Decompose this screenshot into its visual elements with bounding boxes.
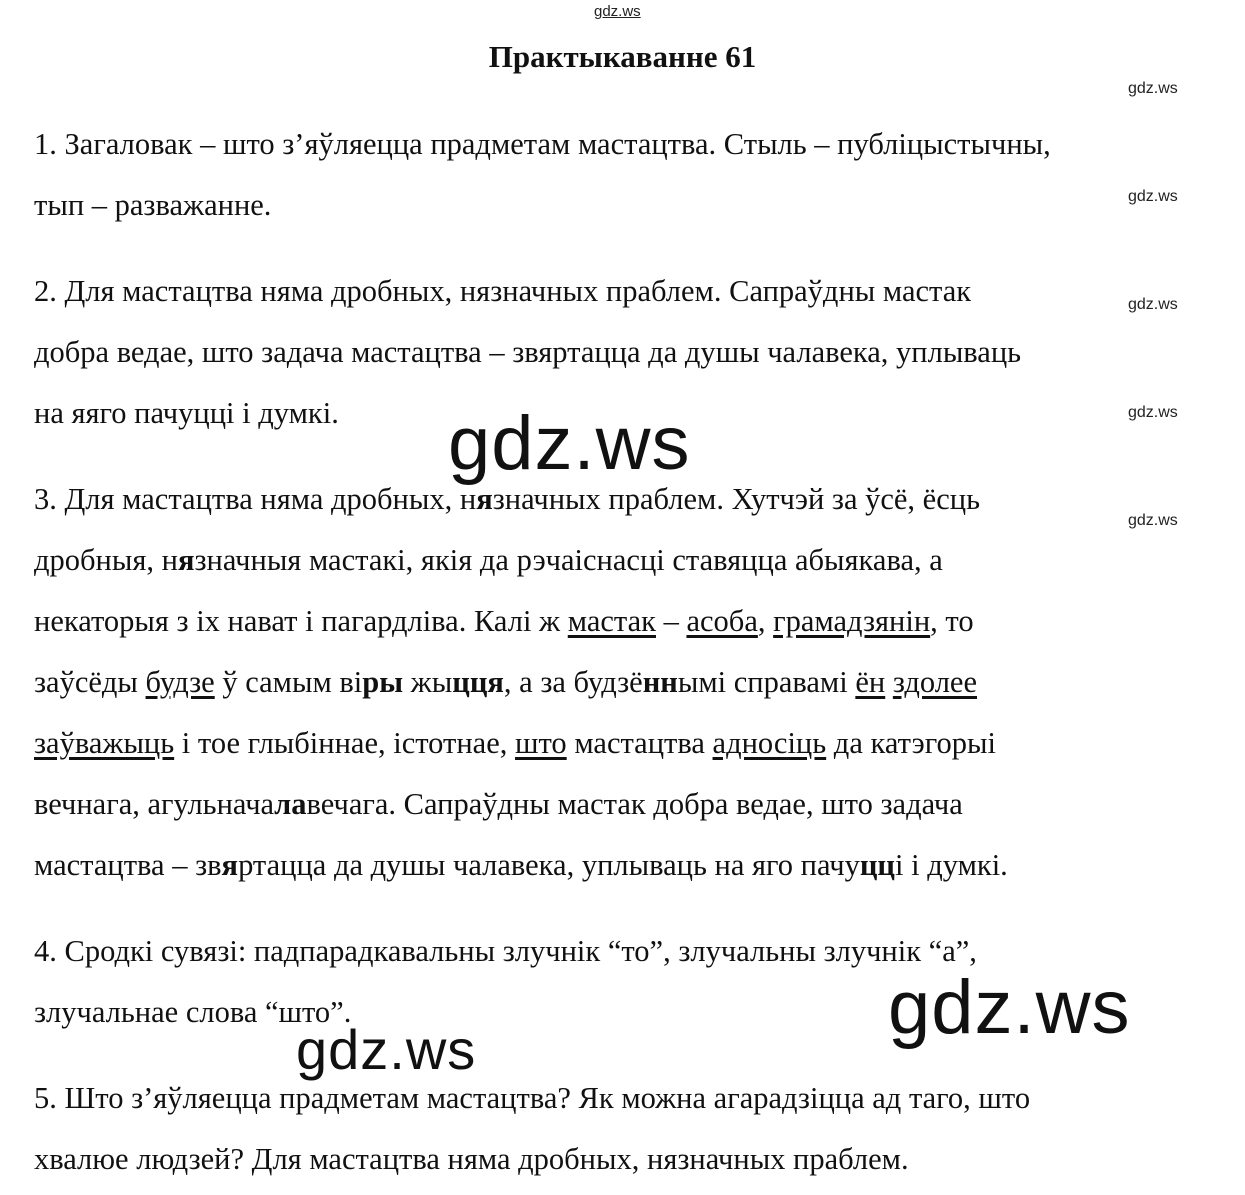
underlined-word: асоба — [686, 604, 758, 638]
text-segment: да катэгорыі — [826, 726, 996, 760]
underlined-word: адносіць — [712, 726, 827, 760]
watermark-margin: gdz.ws — [1128, 512, 1178, 529]
bold-letter: нн — [642, 665, 678, 699]
text-line — [34, 540, 943, 580]
text-line: злучальнае слова “што”. — [34, 995, 352, 1029]
watermark-medium: gdz.ws — [296, 1018, 477, 1081]
underlined-word: мастак — [567, 604, 656, 638]
bold-letter: я — [476, 482, 493, 516]
bold-letter: цц — [859, 848, 896, 882]
text-line — [34, 723, 996, 763]
bold-letter: я — [221, 848, 239, 882]
bold-letter: цця — [452, 665, 504, 699]
text-segment: значных праблем. Хутчэй за ўсё, ёсць — [492, 482, 980, 516]
text-segment: , а за будзё — [503, 665, 643, 699]
underlined-word: што — [515, 726, 567, 760]
bold-letter: я — [177, 543, 195, 577]
text-segment: , — [757, 604, 774, 638]
text-line — [34, 662, 977, 702]
text-line — [34, 784, 963, 824]
text-segment: некаторыя з іх нават і пагардліва. Калі ж — [34, 604, 568, 638]
text-segment: ртацца да душы чалавека, уплываць на яго пачу — [238, 848, 860, 882]
watermark-margin: gdz.ws — [1128, 296, 1178, 313]
text-line: тып – разважанне. — [34, 188, 272, 222]
text-segment: дробныя, н — [34, 543, 178, 577]
watermark-margin: gdz.ws — [1128, 188, 1178, 205]
text-segment — [885, 665, 893, 699]
watermark-margin: gdz.ws — [1128, 80, 1178, 97]
page-title: Практыкаванне 61 — [488, 39, 757, 74]
text-line: 2. Для мастацтва няма дробных, нязначных праблем. Сапраўдны мастак — [34, 274, 972, 308]
text-segment: 3. Для мастацтва няма дробных, н — [34, 482, 477, 516]
text-line: хвалюе людзей? Для мастацтва няма дробных, нязначных праблем. — [34, 1142, 909, 1176]
underlined-word: здолее — [892, 665, 978, 699]
text-segment: ымі справамі — [677, 665, 856, 699]
text-segment: і і думкі. — [895, 848, 1008, 882]
text-line — [34, 845, 1008, 885]
underlined-word: заўважыць — [34, 726, 175, 760]
text-segment: жы — [403, 665, 453, 699]
text-segment: мастацтва – зв — [34, 848, 222, 882]
text-line: 1. Загаловак – што з’яўляецца прадметам мастацтва. Стыль – публіцыстычны, — [34, 127, 1051, 161]
text-segment: і тое глыбіннае, істотнае, — [174, 726, 516, 760]
text-segment: ў самым ві — [214, 665, 363, 699]
text-line: 5. Што з’яўляецца прадметам мастацтва? Як можна агарадзіцца ад таго, што — [34, 1081, 1031, 1115]
text-line: 4. Сродкі сувязі: падпарадкавальны злучнік “то”, злучальны злучнік “а”, — [34, 934, 977, 968]
text-segment: мастацтва — [566, 726, 713, 760]
text-segment: вечага. Сапраўдны мастак добра ведае, што задача — [306, 787, 963, 821]
watermark-large: gdz.ws — [888, 965, 1131, 1050]
text-line — [34, 601, 974, 641]
underlined-word: ён — [855, 665, 886, 699]
underlined-word: грамадзянін — [773, 604, 931, 638]
text-segment: заўсёды — [34, 665, 146, 699]
text-segment: – — [655, 604, 687, 638]
watermark-large: gdz.ws — [448, 401, 691, 486]
bold-letter: ла — [274, 787, 307, 821]
text-segment: вечнага, агульнача — [34, 787, 275, 821]
watermark-top[interactable]: gdz.ws — [594, 3, 641, 20]
text-line: добра ведае, што задача мастацтва – звяртацца да душы чалавека, уплываць — [34, 335, 1022, 369]
text-line: на яяго пачуцці і думкі. — [34, 396, 339, 430]
text-segment: , то — [930, 604, 974, 638]
underlined-word: будзе — [145, 665, 215, 699]
bold-letter: ры — [362, 665, 404, 699]
watermark-margin: gdz.ws — [1128, 404, 1178, 421]
text-segment: значныя мастакі, якія да рэчаіснасці ставяцца абыякава, а — [194, 543, 943, 577]
